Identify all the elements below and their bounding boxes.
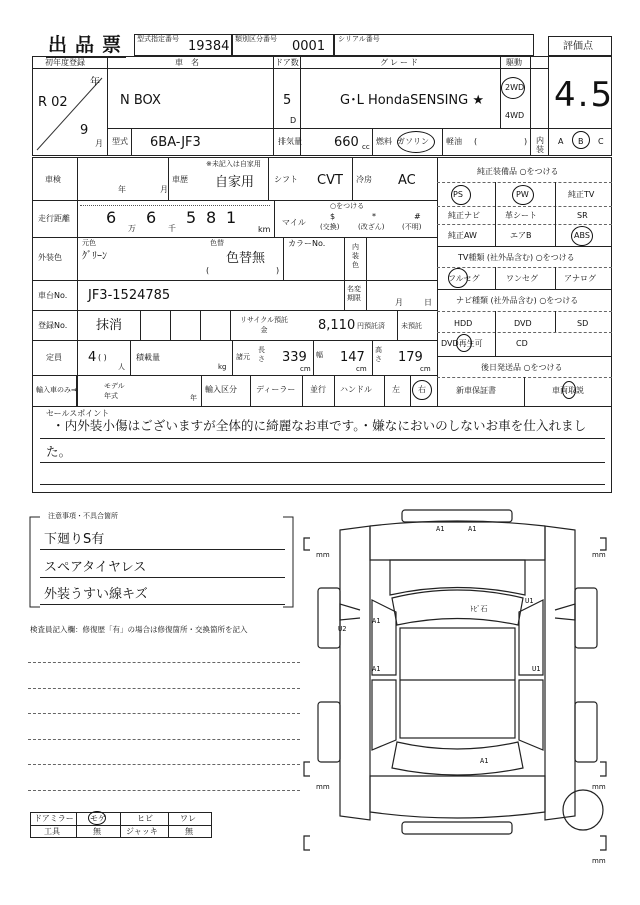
equip-aw: 純正AW: [448, 231, 477, 240]
chassis-number: JF3-1524785: [88, 288, 171, 303]
mileage-digit-1: 6: [106, 208, 117, 227]
width: 147: [340, 350, 365, 365]
recycle-label: リサイクル預託金: [239, 316, 289, 334]
recolor-paren-left: (: [206, 266, 210, 275]
chassis-label: 車台No.: [38, 291, 68, 300]
mirror-label: ドアミラー: [34, 814, 74, 823]
equip-leather: 革シート: [505, 211, 537, 220]
name-change-label: 名変期限: [347, 285, 361, 302]
fuel-light-oil: 軽油: [446, 137, 462, 146]
drive-4wd: 4WD: [505, 111, 525, 120]
load-unit: kg: [218, 363, 227, 371]
type-number-label: 型式指定番号: [137, 35, 179, 43]
mileage-digit-2: 6: [146, 208, 157, 227]
dims-label: 諸元: [236, 353, 250, 361]
mileage-digit-3: 5: [186, 208, 197, 227]
sales-point-line1: ・内外装小傷はございますが全体的に綺麗なお車です。・嫌なにおいのしないお車を仕入れまし: [52, 418, 587, 433]
mm-label-5: mm: [592, 857, 606, 865]
interior-label: 内装: [536, 136, 544, 154]
model-label: 型式: [112, 137, 128, 146]
equip-tv: 純正TV: [568, 190, 595, 199]
displacement-unit: cc: [362, 143, 370, 151]
inspection-month-unit: 月: [160, 185, 168, 194]
equip-navi: 純正ナビ: [448, 211, 480, 220]
grade-label: グレード: [380, 58, 420, 67]
width-label: 幅: [316, 351, 323, 359]
mileage-label: 走行距離: [38, 214, 70, 223]
equip-abs-circle: [571, 226, 593, 246]
nav-hdd: HDD: [454, 319, 473, 328]
equip-ps-circle: [451, 185, 471, 205]
mm-label-1: mm: [316, 551, 330, 559]
tools-label: 工具: [44, 827, 60, 836]
ac: AC: [398, 173, 416, 188]
tv-fullseg-circle: [448, 268, 468, 288]
tv-analog: アナログ: [564, 274, 596, 283]
recolor: 色替無: [226, 251, 266, 266]
history: 自家用: [215, 175, 255, 190]
note-line-2: スペアタイヤレス: [44, 560, 147, 575]
model-year-label: モデル年式: [104, 382, 125, 400]
model-code: 6BA-JF3: [150, 135, 201, 150]
doors-count: 5: [283, 93, 292, 108]
car-damage-diagram: [300, 500, 630, 870]
capacity: 4: [88, 350, 97, 365]
color-no-label: カラーNo.: [288, 239, 326, 248]
mm-label-3: mm: [316, 783, 330, 791]
interior-b: B: [578, 137, 584, 146]
car-name-label: 車 名: [175, 58, 199, 67]
interior-c: C: [598, 137, 604, 146]
mark-front-a1-left: A1: [436, 525, 445, 533]
altered-label: (改ざん): [358, 223, 385, 231]
first-reg-month: 9: [80, 123, 89, 138]
car-name: N BOX: [120, 93, 161, 108]
doors-label: ドア数: [275, 58, 299, 67]
length-label: 長さ: [258, 346, 265, 363]
mileage-digit-5: 1: [226, 208, 237, 227]
serial-number-label: シリアル番号: [338, 35, 380, 43]
later-warranty: 新車保証書: [456, 386, 496, 395]
interior-b-circle: [572, 131, 590, 149]
sales-point-line2: た。: [46, 444, 72, 459]
fuel-type: ガソリン: [397, 137, 429, 146]
first-reg-era: R 02: [38, 95, 68, 110]
length-unit: cm: [300, 365, 311, 373]
name-change-day: 日: [424, 298, 432, 307]
nav-title: ナビ種類 (社外品含む) ○をつける: [456, 296, 579, 305]
mile-label: マイル: [282, 218, 306, 227]
shift-label: シフト: [274, 175, 298, 184]
recolor-paren-right: ): [276, 266, 280, 275]
jack-label: ジャッキ: [126, 827, 158, 836]
recolor-label: 色替: [210, 239, 224, 247]
tools-value: 無: [93, 827, 101, 836]
mm-label-2: mm: [592, 551, 606, 559]
recycle-unit: 円預託済: [357, 322, 385, 330]
unknown-label: (不明): [402, 223, 422, 231]
star-sign: *: [372, 212, 376, 221]
drive-label: 駆動: [506, 58, 522, 67]
mileage-man: 万: [128, 224, 136, 233]
recycle-amount: 8,110: [318, 318, 356, 333]
month-unit: 月: [95, 139, 103, 148]
grade: G･L HondaSENSING ★: [340, 93, 484, 108]
first-reg-label: 初年度登録: [45, 58, 85, 67]
inspection-year-unit: 年: [118, 185, 126, 194]
load-label: 積載量: [136, 353, 160, 362]
registration-label: 登録No.: [38, 321, 68, 330]
handle-left: 左: [392, 385, 400, 394]
nav-dvd-play-circle: [456, 334, 472, 352]
later-manual: 車両取説: [552, 386, 584, 395]
fuel-label: 燃料: [376, 137, 392, 146]
equip-pw: PW: [516, 190, 529, 199]
height-unit: cm: [420, 365, 431, 373]
score-label: 評価点: [563, 41, 593, 52]
drive-2wd-circle: [501, 77, 525, 99]
mark-rear-a1: A1: [480, 757, 489, 765]
tv-fullseg: フルセグ: [448, 274, 480, 283]
type-number: 19384: [188, 39, 230, 54]
mileage-digit-4: 8: [206, 208, 217, 227]
height-label: 高さ: [375, 346, 382, 363]
displacement: 660: [334, 135, 359, 150]
hash-sign: #: [414, 212, 421, 221]
fuel-circle: [397, 131, 435, 153]
recycle-not-deposited: 未預託: [401, 322, 422, 330]
drive-2wd: 2WD: [505, 83, 525, 92]
equip-ps: PS: [453, 190, 463, 199]
later-title: 後日発送品 ○をつける: [481, 363, 563, 372]
mile-circle-note: ○をつける: [330, 202, 365, 210]
capacity-paren: ( ): [98, 353, 107, 362]
mark-right-u1-lower: U1: [532, 665, 541, 673]
tv-oneseg: ワンセグ: [506, 274, 538, 283]
year-unit: 年: [90, 77, 100, 88]
mark-stone-chip: ﾄﾋﾞ石: [470, 605, 488, 613]
handle-right-circle: [412, 380, 432, 400]
name-change-month: 月: [395, 298, 403, 307]
mirror-hibi: ヒビ: [137, 814, 153, 823]
nav-sd: SD: [577, 319, 589, 328]
mark-left-u2: U2: [338, 625, 347, 633]
displacement-label: 排気量: [278, 137, 302, 146]
import-category: 輸入区分: [205, 385, 237, 394]
shift: CVT: [317, 173, 343, 188]
import-label: 輸入車のみ⇒: [36, 386, 77, 394]
mileage-sen: 千: [168, 224, 176, 233]
nav-dvd-play: DVD再生可: [441, 339, 483, 348]
mileage-km: km: [258, 225, 271, 234]
orig-color: ｸﾞﾘｰﾝ: [82, 251, 107, 262]
class-number: 0001: [292, 39, 326, 54]
equip-pw-circle: [512, 185, 534, 205]
handle-right: 右: [418, 385, 426, 394]
nav-dvd: DVD: [514, 319, 532, 328]
jack-value: 無: [185, 827, 193, 836]
history-label: 車歴: [172, 175, 188, 184]
model-year-unit: 年: [190, 394, 197, 402]
length: 339: [282, 350, 307, 365]
dollar-sign: $: [330, 212, 336, 221]
parallel: 並行: [310, 385, 326, 394]
interior-color-label: 内装色: [352, 243, 359, 269]
capacity-unit: 人: [118, 363, 125, 371]
note-line-3: 外装うすい線キズ: [44, 587, 148, 602]
notes-title: 注意事項・不具合箇所: [48, 512, 118, 520]
tv-title: TV種類 (社外品含む) ○をつける: [458, 253, 575, 262]
mark-right-u1-top: U1: [525, 597, 534, 605]
capacity-label: 定員: [46, 353, 62, 362]
class-number-label: 類別区分番号: [235, 35, 277, 43]
ac-label: 冷房: [356, 175, 372, 184]
fuel-paren-right: ): [524, 137, 528, 146]
later-manual-circle: [562, 381, 576, 399]
equipment-title: 純正装備品 ○をつける: [477, 167, 559, 176]
equip-abs: ABS: [574, 231, 590, 240]
exchange-label: (交換): [320, 223, 340, 231]
orig-color-label: 元色: [82, 239, 96, 247]
nav-cd: CD: [516, 339, 528, 348]
registration: 抹消: [96, 318, 123, 333]
mirror-ware: ワレ: [180, 814, 196, 823]
mark-left-a1-upper: A1: [372, 617, 381, 625]
mark-front-a1-right: A1: [468, 525, 477, 533]
doors-suffix: D: [290, 116, 297, 125]
mirror-mogi-circle: [88, 811, 106, 825]
color-label: 外装色: [38, 253, 62, 262]
inspection-label: 車検: [45, 175, 61, 184]
fuel-paren-left: (: [474, 137, 478, 146]
equip-airbag: エアB: [510, 231, 532, 240]
mirror-mogi: モゲ: [90, 814, 106, 823]
dealer: ディーラー: [256, 385, 296, 394]
note-line-1: 下廻りS有: [44, 532, 105, 547]
width-unit: cm: [356, 365, 367, 373]
interior-a: A: [558, 137, 564, 146]
mm-label-4: mm: [592, 783, 606, 791]
mark-left-a1-lower: A1: [372, 665, 381, 673]
evaluation-score: 4.5: [554, 75, 615, 115]
inspector-note: 検査員記入欄：修復歴「有」の場合は修復箇所・交換箇所を記入: [30, 625, 248, 634]
page-title: 出品票: [48, 34, 130, 56]
equip-sr: SR: [577, 211, 588, 220]
sales-point-label: セールスポイント: [46, 409, 110, 418]
history-note: ※未記入は自家用: [206, 160, 261, 168]
handle: ハンドル: [340, 385, 372, 394]
height: 179: [398, 350, 423, 365]
